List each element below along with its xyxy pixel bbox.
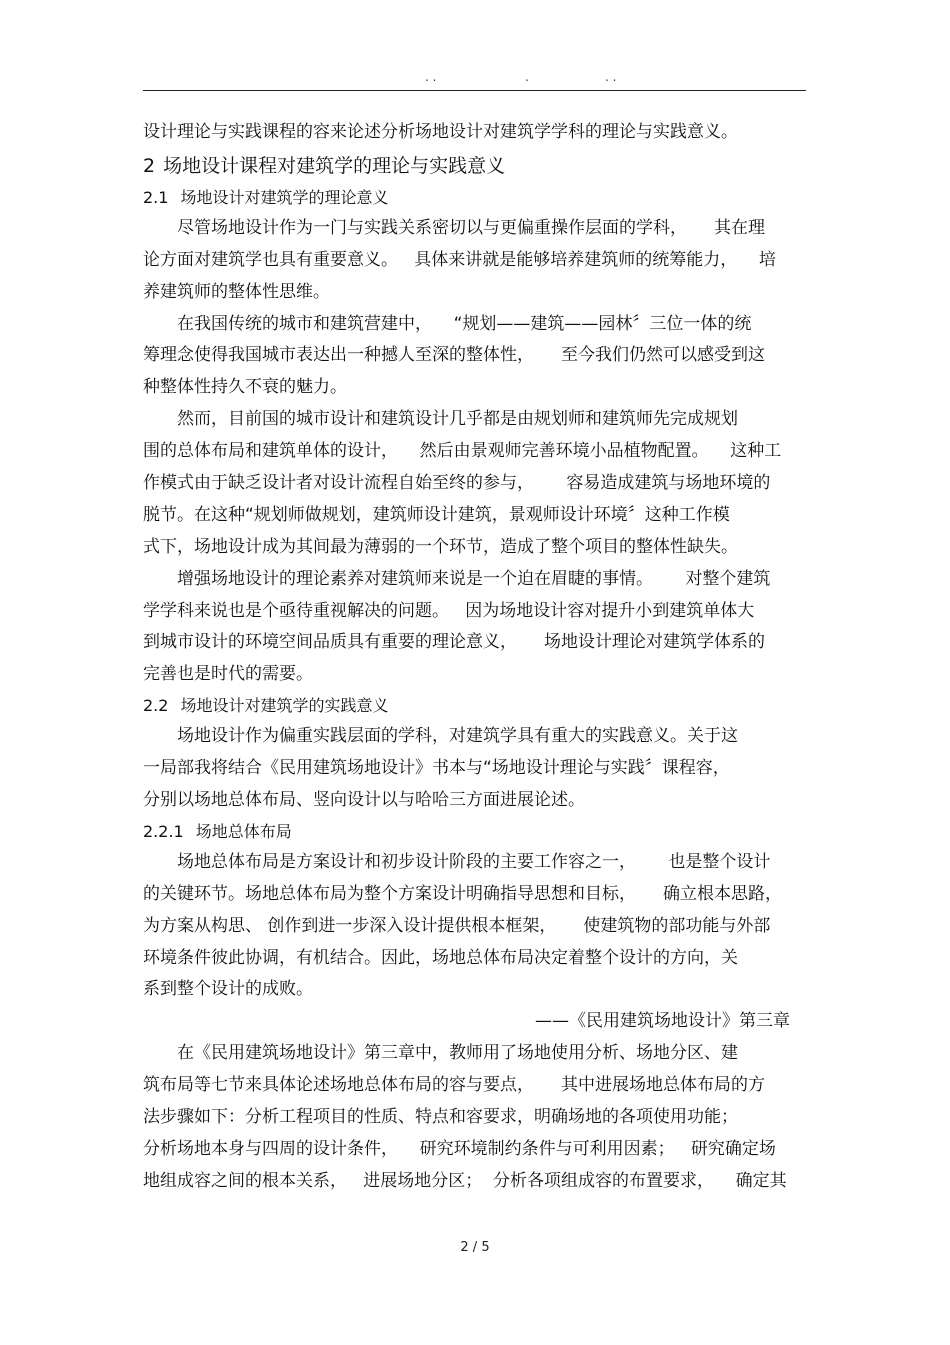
paragraph-line: 在我国传统的城市和建筑营建中， “规划——建筑——园林〞三位一体的统 — [177, 313, 752, 334]
paragraph-line: 尽管场地设计作为一门与实践关系密切以与更偏重操作层面的学科， 其在理 — [177, 217, 766, 238]
paragraph-line: 然而，目前国的城市设计和建筑设计几乎都是由规划师和建筑师先完成规划 — [177, 409, 738, 430]
section-heading — [143, 149, 808, 183]
header-dot-group: . . — [425, 70, 437, 84]
paragraph-line: 学学科来说也是个亟待重视解决的问题。 因为场地设计容对提升小到建筑单体大 — [143, 600, 755, 621]
paragraph-6 — [143, 847, 808, 1006]
paragraph-line: 脱节。在这种“规划师做规划，建筑师设计建筑，景观师设计环境〞这种工作模 — [143, 504, 730, 525]
page-number: 2 / 5 — [460, 1240, 490, 1255]
section-number: 2 — [143, 154, 156, 177]
paragraph-line: 场地总体布局是方案设计和初步设计阶段的主要工作容之一， 也是整个设计 — [177, 851, 771, 872]
paragraph-line: 地组成容之间的根本关系， 进展场地分区； 分析各项组成容的布置要求， 确定其 — [143, 1170, 787, 1191]
subsection-heading — [143, 183, 808, 213]
subsection-heading — [143, 817, 808, 847]
paragraph-line: 筹理念使得我国城市表达出一种撼人至深的整体性， 至今我们仍然可以感受到这 — [143, 345, 766, 366]
document-body — [143, 117, 808, 1198]
paragraph-line: 作模式由于缺乏设计者对设计流程自始至终的参与， 容易造成建筑与场地环境的 — [143, 473, 771, 494]
header-rule — [143, 90, 806, 91]
paragraph-line: 式下，场地设计成为其间最为薄弱的一个环节，造成了整个项目的整体性缺失。 — [143, 536, 738, 557]
paragraph-line: 场地设计作为偏重实践层面的学科，对建筑学具有重大的实践意义。关于这 — [177, 726, 738, 747]
paragraph-5 — [143, 721, 808, 817]
header-dot-group: . — [525, 70, 529, 84]
paragraph-line: 种整体性持久不衰的魅力。 — [143, 377, 347, 398]
paragraph-line: 为方案从构思、 创作到进一步深入设计提供根本框架， 使建筑物的部功能与外部 — [143, 915, 771, 936]
paragraph-line: 筑布局等七节来具体论述场地总体布局的容与要点， 其中进展场地总体布局的方 — [143, 1075, 766, 1096]
paragraph-2 — [143, 309, 808, 405]
subsection-number: 2.1 — [143, 187, 169, 207]
paragraph-1 — [143, 213, 808, 309]
paragraph-3 — [143, 404, 808, 563]
paragraph-line: 在《民用建筑场地设计》第三章中，教师用了场地使用分析、场地分区、建 — [177, 1043, 738, 1064]
paragraph-line: 养建筑师的整体性思维。 — [143, 281, 330, 302]
paragraph-line: 论方面对建筑学也具有重要意义。 具体来讲就是能够培养建筑师的统筹能力， 培 — [143, 249, 776, 270]
subsection-title: 场地设计对建筑学的实践意义 — [180, 696, 389, 716]
paragraph-line: 法步骤如下：分析工程项目的性质、特点和容要求，明确场地的各项使用功能； — [143, 1107, 738, 1128]
intro-line: 设计理论与实践课程的容来论述分析场地设计对建筑学学科的理论与实践意义。 — [143, 122, 738, 142]
paragraph-line: 增强场地设计的理论素养对建筑师来说是一个迫在眉睫的事情。 对整个建筑 — [177, 568, 771, 589]
citation: ——《民用建筑场地设计》第三章 — [535, 1011, 790, 1032]
paragraph-line: 环境条件彼此协调，有机结合。因此，场地总体布局决定着整个设计的方向，关 — [143, 947, 738, 968]
paragraph-line: 系到整个设计的成败。 — [143, 979, 313, 1000]
subsection-title: 场地总体布局 — [195, 821, 292, 841]
paragraph-line: 一局部我将结合《民用建筑场地设计》书本与“场地设计理论与实践〞课程容， — [143, 758, 730, 779]
subsection-number: 2.2.1 — [143, 821, 184, 841]
paragraph-line: 完善也是时代的需要。 — [143, 664, 313, 685]
paragraph-line: 到城市设计的环境空间品质具有重要的理论意义， 场地设计理论对建筑学体系的 — [143, 632, 766, 653]
subsection-title: 场地设计对建筑学的理论意义 — [180, 187, 389, 207]
section-title: 场地设计课程对建筑学的理论与实践意义 — [163, 154, 506, 177]
paragraph-4 — [143, 564, 808, 692]
paragraph-line: 分别以场地总体布局、竖向设计以与哈哈三方面进展论述。 — [143, 790, 585, 811]
paragraph-7 — [143, 1038, 808, 1197]
header-dots — [143, 70, 805, 90]
paragraph-line: 分析场地本身与四周的设计条件， 研究环境制约条件与可利用因素； 研究确定场 — [143, 1138, 776, 1159]
subsection-number: 2.2 — [143, 696, 169, 716]
subsection-heading — [143, 691, 808, 721]
paragraph-line: 的关键环节。场地总体布局为整个方案设计明确指导思想和目标， 确立根本思路， — [143, 883, 783, 904]
header-dot-group: . . — [605, 70, 617, 84]
paragraph-line: 围的总体布局和建筑单体的设计， 然后由景观师完善环境小品植物配置。 这种工 — [143, 441, 782, 462]
